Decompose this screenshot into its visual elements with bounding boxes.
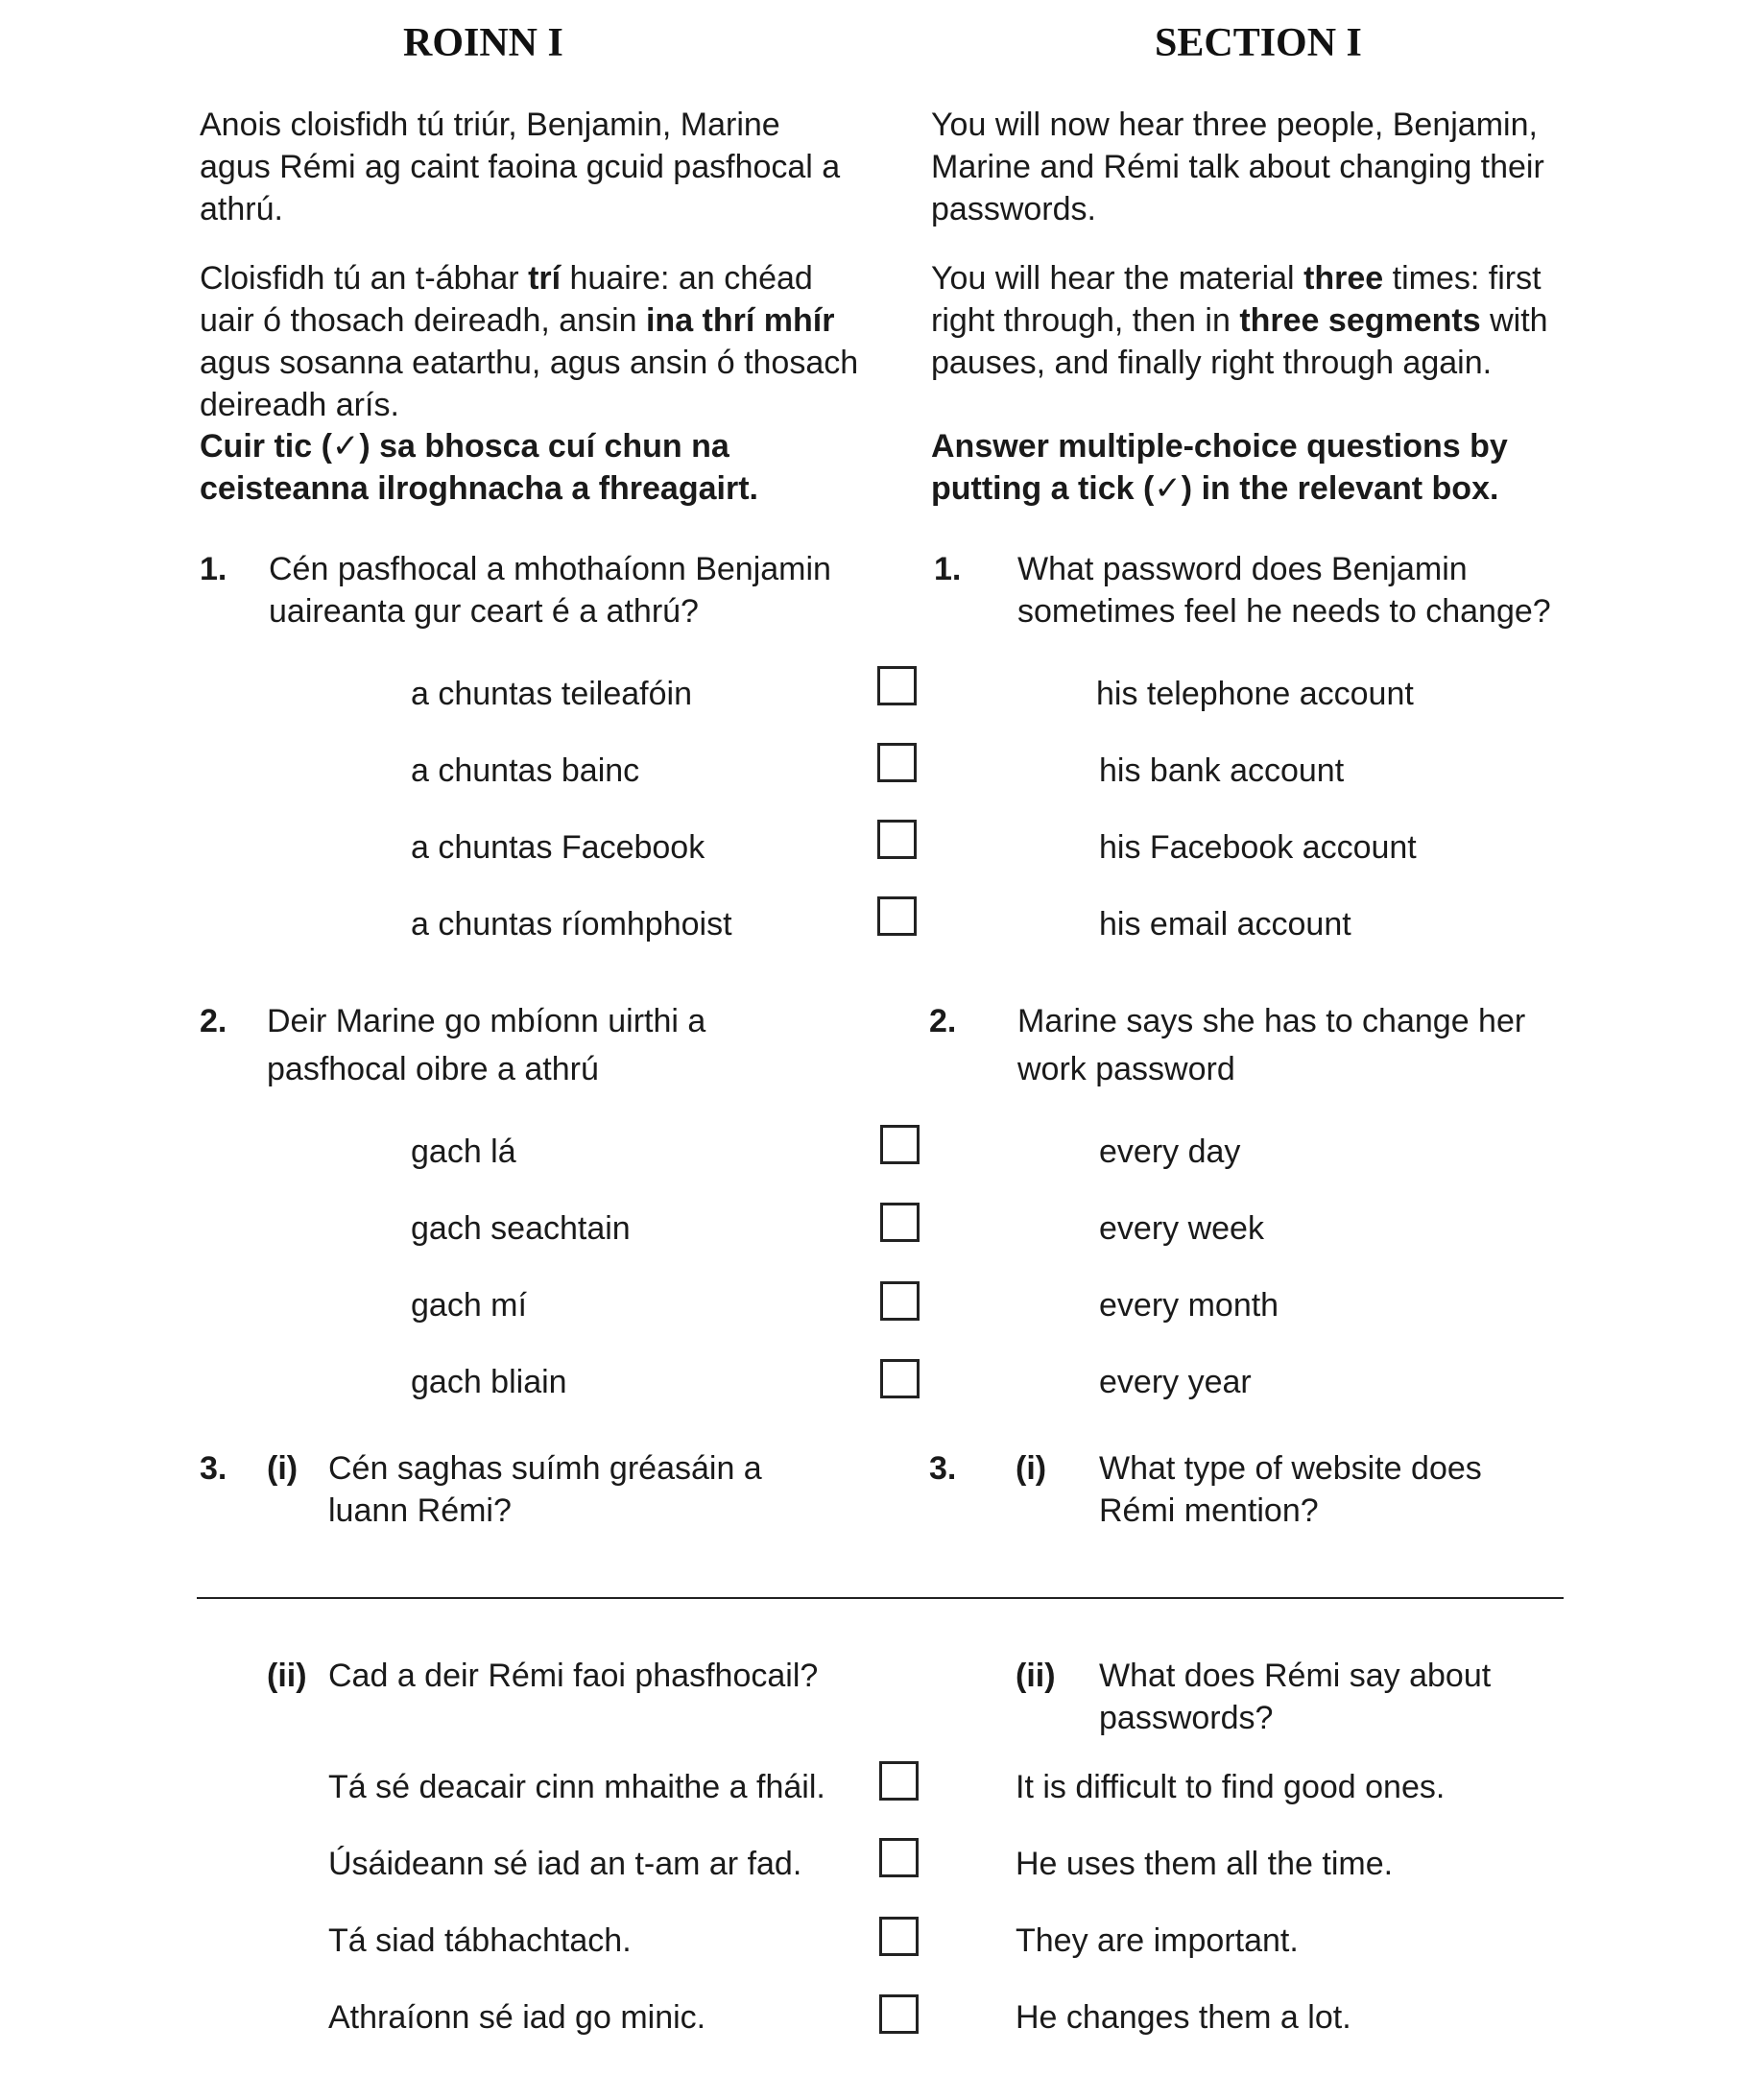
q3-option-english: It is difficult to find good ones. [1016,1769,1446,1805]
q1-question-english-line1: What password does Benjamin [1017,551,1468,587]
q3-option-english: He changes them a lot. [1016,1999,1351,2036]
q3-i-question-irish-line1: Cén saghas suímh gréasáin a [328,1450,762,1487]
q2-number-english: 2. [929,1003,957,1039]
q1-option-checkbox[interactable] [877,820,917,859]
q3-i-question-english-line1: What type of website does [1099,1450,1482,1487]
q2-option-checkbox[interactable] [880,1281,920,1321]
q2-option-english: every day [1099,1134,1241,1170]
q2-option-irish: gach bliain [411,1364,567,1400]
q2-option-irish: gach lá [411,1134,516,1170]
q1-option-irish: a chuntas ríomhphoist [411,906,732,943]
q2-option-irish: gach seachtain [411,1210,631,1247]
q1-question-irish-line2: uaireanta gur ceart é a athrú? [269,593,699,630]
q3-ii-question-english-line1: What does Rémi say about [1099,1658,1492,1694]
q3-number-english: 3. [929,1450,957,1487]
q1-number-irish: 1. [200,551,227,587]
instructions-irish: Cloisfidh tú an t-ábhar trí huaire: an chéad uair ó thosach deireadh, ansin ina thrí mhír agus sosanna eatarthu, agus ansin ó thosach deireadh arís. [200,260,859,423]
heading-english: SECTION I [1155,21,1362,65]
q1-option-checkbox[interactable] [877,896,917,936]
q1-option-english: his Facebook account [1099,829,1417,866]
q2-number-irish: 2. [200,1003,227,1039]
q3-ii-question-irish: Cad a deir Rémi faoi phasfhocail? [328,1658,819,1694]
q1-option-checkbox[interactable] [877,743,917,782]
intro-english: You will now hear three people, Benjamin, Marine and Rémi talk about changing their passwords. [931,107,1544,227]
q3-part-ii-label-irish: (ii) [267,1658,307,1694]
q1-option-irish: a chuntas teileafóin [411,676,692,712]
q2-question-english-line2: work password [1017,1051,1235,1087]
q1-question-english-line2: sometimes feel he needs to change? [1017,593,1551,630]
q3-number-irish: 3. [200,1450,227,1487]
q3-i-question-irish-line2: luann Rémi? [328,1492,512,1529]
q2-option-checkbox[interactable] [880,1203,920,1242]
q1-option-irish: a chuntas Facebook [411,829,705,866]
q2-question-english-line1: Marine says she has to change her [1017,1003,1526,1039]
q2-option-english: every month [1099,1287,1279,1324]
q1-option-checkbox[interactable] [877,666,917,705]
heading-irish: ROINN I [403,21,563,65]
q3-option-checkbox[interactable] [879,1994,919,2034]
tick-instruction-english: Answer multiple-choice questions by putting a tick (✓) in the relevant box. [931,428,1508,507]
q2-option-english: every week [1099,1210,1264,1247]
q3-part-ii-label-english: (ii) [1016,1658,1056,1694]
instructions-english: You will hear the material three times: first right through, then in three segments with pauses, and finally right through again. [931,260,1548,381]
q3-part-i-label-irish: (i) [267,1450,299,1487]
q3-option-irish: Athraíonn sé iad go minic. [328,1999,706,2036]
q1-option-english: his email account [1099,906,1351,943]
q2-option-irish: gach mí [411,1287,527,1324]
q1-option-english: his telephone account [1096,676,1414,712]
q3-option-checkbox[interactable] [879,1761,919,1801]
q3-option-irish: Tá sé deacair cinn mhaithe a fháil. [328,1769,825,1805]
q2-option-english: every year [1099,1364,1252,1400]
q3-option-english: He uses them all the time. [1016,1846,1394,1882]
q3-option-checkbox[interactable] [879,1838,919,1877]
q3-ii-question-english-line2: passwords? [1099,1700,1274,1736]
answer-line[interactable] [197,1597,1564,1599]
intro-irish: Anois cloisfidh tú triúr, Benjamin, Marine agus Rémi ag caint faoina gcuid pasfhocal a athrú. [200,107,841,227]
q1-number-english: 1. [934,551,962,587]
q3-part-i-label-english: (i) [1016,1450,1047,1487]
q3-option-english: They are important. [1016,1922,1299,1959]
q2-question-irish-line2: pasfhocal oibre a athrú [267,1051,599,1087]
q1-option-irish: a chuntas bainc [411,752,640,789]
q1-question-irish-line1: Cén pasfhocal a mhothaíonn Benjamin [269,551,831,587]
q2-option-checkbox[interactable] [880,1359,920,1398]
q2-question-irish-line1: Deir Marine go mbíonn uirthi a [267,1003,706,1039]
q3-option-irish: Úsáideann sé iad an t-am ar fad. [328,1846,802,1882]
q3-option-irish: Tá siad tábhachtach. [328,1922,632,1959]
q2-option-checkbox[interactable] [880,1125,920,1164]
q3-option-checkbox[interactable] [879,1917,919,1956]
tick-instruction-irish: Cuir tic (✓) sa bhosca cuí chun na ceisteanna ilroghnacha a fhreagairt. [200,428,758,507]
q1-option-english: his bank account [1099,752,1345,789]
q3-i-question-english-line2: Rémi mention? [1099,1492,1319,1529]
